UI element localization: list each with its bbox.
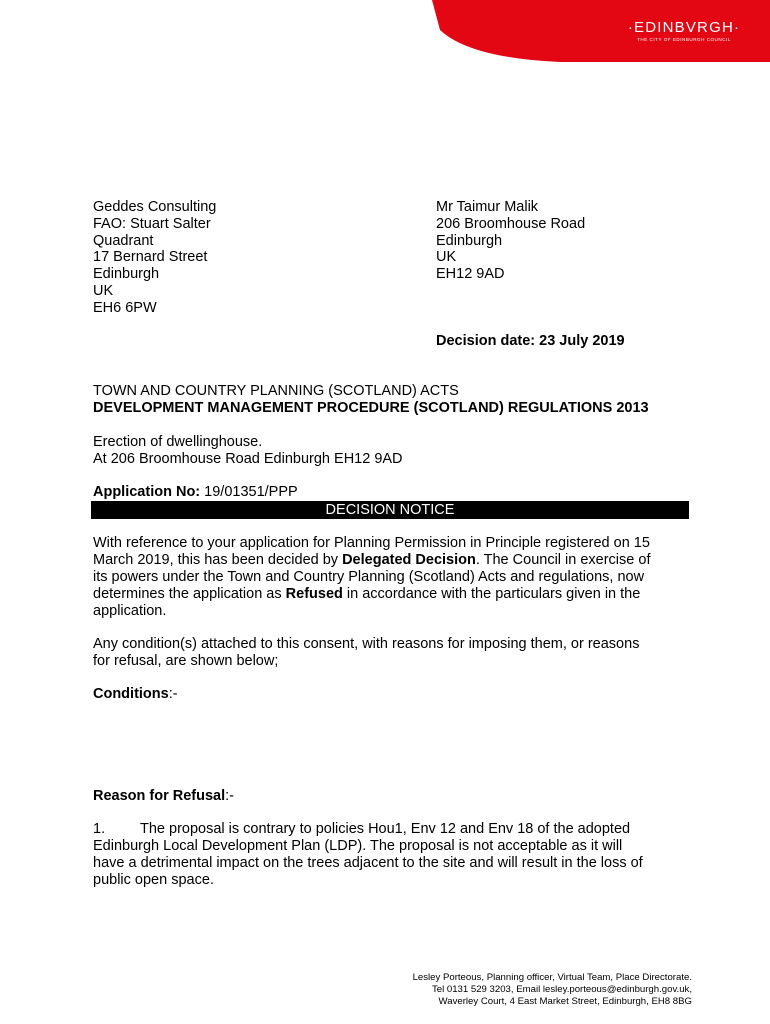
decision-paragraph: [93, 535, 650, 620]
recipient-line: UK: [436, 249, 457, 266]
refusal-label: Reason for Refusal: [93, 788, 226, 804]
recipient-line: Edinburgh: [436, 232, 503, 249]
text-span: The proposal is contrary to policies Hou1, Env 12 and Env 18 of the adopted: [140, 821, 631, 837]
footer-line: Lesley Porteous, Planning officer, Virtual Team, Place Directorate.: [412, 972, 692, 983]
footer-contact: [413, 972, 692, 1008]
paragraph-line: Any condition(s) attached to this consent, with reasons for imposing them, or reasons: [93, 636, 640, 652]
paragraph-line: With reference to your application for Planning Permission in Principle registered on 15: [93, 535, 650, 551]
decision-notice-bar: DECISION NOTICE: [91, 501, 689, 519]
refused-text: Refused: [285, 586, 343, 602]
paragraph-line: its powers under the Town and Country Planning (Scotland) Acts and regulations, now: [93, 569, 645, 585]
edinburgh-logo: [622, 20, 746, 43]
sender-line: Geddes Consulting: [93, 199, 217, 215]
proposal-address: At 206 Broomhouse Road Edinburgh EH12 9AD: [93, 451, 403, 467]
paragraph-line: have a detrimental impact on the trees adjacent to the site and will result in the loss of: [93, 855, 643, 871]
paragraph-line: [93, 586, 650, 603]
application-value: 19/01351/PPP: [200, 484, 298, 500]
text-span: March 2019, this has been decided by: [93, 552, 343, 568]
conditions-label: Conditions: [93, 686, 169, 702]
footer-line: Waverley Court, 4 East Market Street, Edinburgh, EH8 8BG: [438, 996, 692, 1007]
logo-subtitle: THE CITY OF EDINBURGH COUNCIL: [637, 37, 731, 42]
refusal-reason: [93, 821, 643, 889]
recipient-line: 206 Broomhouse Road: [436, 215, 586, 232]
paragraph-line: public open space.: [93, 872, 214, 888]
text-span: . The Council in exercise of: [475, 552, 651, 568]
footer-line: Tel 0131 529 3203, Email lesley.porteous@edinburgh.gov.uk,: [431, 984, 692, 995]
logo-wordmark: ·EDINBVRGH·: [627, 19, 741, 36]
sender-line: FAO: Stuart Salter: [93, 215, 211, 232]
refusal-suffix: :-: [225, 788, 235, 804]
application-label: Application No:: [93, 484, 201, 500]
acts-title: TOWN AND COUNTRY PLANNING (SCOTLAND) ACTS: [93, 383, 459, 399]
sender-line: 17 Bernard Street: [93, 249, 208, 266]
sender-line: Quadrant: [93, 232, 154, 249]
recipient-address: [436, 199, 585, 283]
recipient-line: EH12 9AD: [436, 266, 505, 283]
text-span: determines the application as: [93, 586, 286, 602]
paragraph-line: [93, 552, 650, 569]
application-number: [93, 484, 298, 501]
refusal-heading: [93, 788, 234, 805]
sender-line: UK: [93, 282, 114, 299]
conditions-heading: [93, 686, 178, 703]
paragraph-line: application.: [93, 603, 167, 619]
conditions-suffix: :-: [168, 686, 178, 702]
text-span: in accordance with the particulars given in the: [342, 586, 641, 602]
decision-date: Decision date: 23 July 2019: [436, 333, 625, 349]
reason-number: 1.: [93, 821, 106, 837]
recipient-line: Mr Taimur Malik: [436, 199, 539, 215]
delegated-decision-text: Delegated Decision: [342, 552, 476, 568]
regulations-title: DEVELOPMENT MANAGEMENT PROCEDURE (SCOTLAND) REGULATIONS 2013: [93, 400, 649, 416]
proposal-description: Erection of dwellinghouse.: [93, 434, 263, 450]
conditions-intro-paragraph: [93, 636, 639, 670]
paragraph-line: [93, 821, 643, 838]
sender-line: Edinburgh: [93, 266, 160, 283]
paragraph-line: for refusal, are shown below;: [93, 653, 279, 669]
sender-address: [93, 199, 216, 317]
paragraph-line: Edinburgh Local Development Plan (LDP). The proposal is not acceptable as it will: [93, 838, 623, 854]
sender-line: EH6 6PW: [93, 299, 157, 316]
